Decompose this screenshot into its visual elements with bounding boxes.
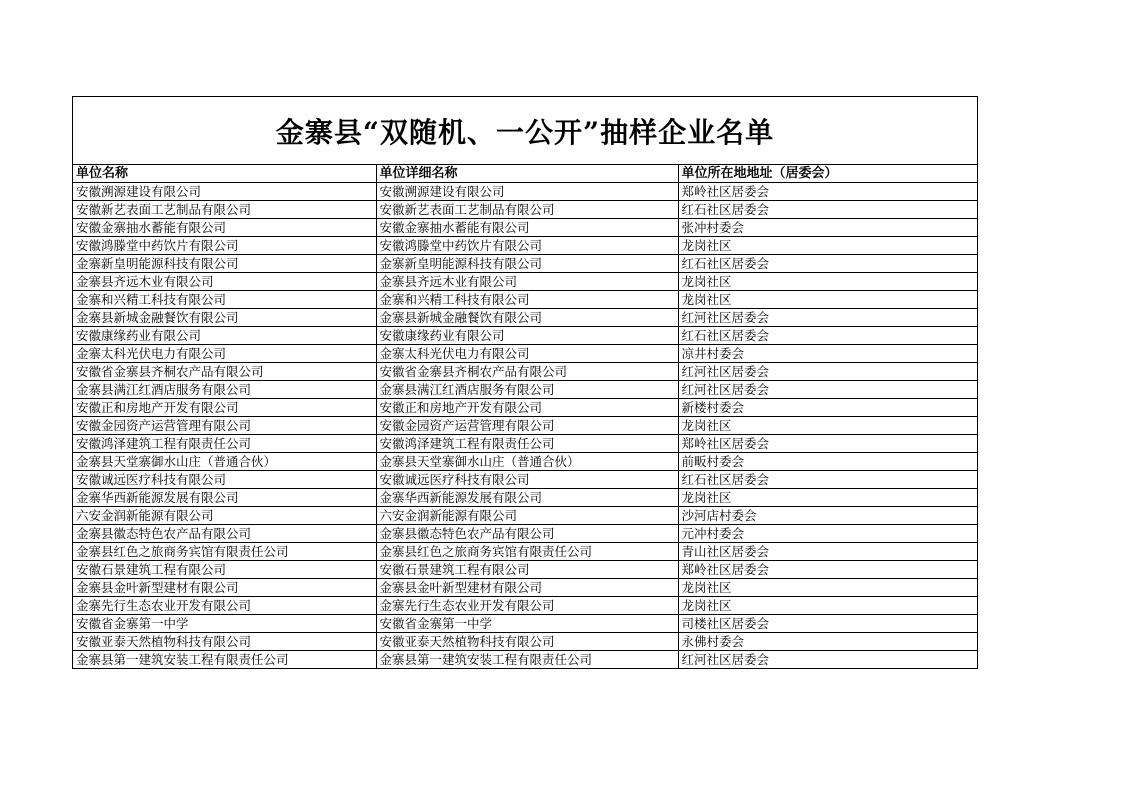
cell-unit-name: 金寨太科光伏电力有限公司 [73,345,376,363]
cell-unit-name: 金寨县新城金融餐饮有限公司 [73,309,376,327]
cell-unit-address: 龙岗社区 [678,237,977,255]
cell-unit-name: 金寨新皇明能源科技有限公司 [73,255,376,273]
table-body [73,183,977,669]
cell-unit-detail-name: 安徽亚泰天然植物科技有限公司 [376,633,678,651]
table-row [73,453,977,471]
cell-unit-detail-name: 安徽康缘药业有限公司 [376,327,678,345]
cell-unit-address: 永佛村委会 [678,633,977,651]
cell-unit-detail-name: 金寨县红色之旅商务宾馆有限责任公司 [376,543,678,561]
cell-unit-detail-name: 安徽溯源建设有限公司 [376,183,678,201]
table-row [73,273,977,291]
cell-unit-address: 红石社区居委会 [678,471,977,489]
cell-unit-detail-name: 安徽新艺表面工艺制品有限公司 [376,201,678,219]
cell-unit-name: 安徽金园资产运营管理有限公司 [73,417,376,435]
cell-unit-address: 龙岗社区 [678,273,977,291]
cell-unit-detail-name: 金寨华西新能源发展有限公司 [376,489,678,507]
enterprise-table [73,165,977,668]
cell-unit-address: 龙岗社区 [678,597,977,615]
table-row [73,615,977,633]
cell-unit-detail-name: 金寨新皇明能源科技有限公司 [376,255,678,273]
table-header-row [73,165,977,183]
cell-unit-address: 红河社区居委会 [678,381,977,399]
cell-unit-detail-name: 安徽省金寨第一中学 [376,615,678,633]
cell-unit-address: 红石社区居委会 [678,255,977,273]
table-row [73,633,977,651]
cell-unit-name: 六安金润新能源有限公司 [73,507,376,525]
cell-unit-name: 安徽石景建筑工程有限公司 [73,561,376,579]
cell-unit-detail-name: 金寨县第一建筑安装工程有限责任公司 [376,651,678,669]
table-row [73,471,977,489]
cell-unit-name: 安徽省金寨第一中学 [73,615,376,633]
table-row [73,345,977,363]
cell-unit-detail-name: 安徽诚远医疗科技有限公司 [376,471,678,489]
table-row [73,525,977,543]
cell-unit-detail-name: 金寨和兴精工科技有限公司 [376,291,678,309]
cell-unit-address: 郑岭社区居委会 [678,183,977,201]
cell-unit-detail-name: 安徽鸿滕堂中药饮片有限公司 [376,237,678,255]
cell-unit-detail-name: 金寨县新城金融餐饮有限公司 [376,309,678,327]
cell-unit-name: 安徽溯源建设有限公司 [73,183,376,201]
enterprise-list-sheet [72,96,978,669]
table-row [73,237,977,255]
table-row [73,399,977,417]
table-row [73,381,977,399]
cell-unit-name: 金寨县满江红酒店服务有限公司 [73,381,376,399]
cell-unit-name: 金寨先行生态农业开发有限公司 [73,597,376,615]
cell-unit-address: 前畈村委会 [678,453,977,471]
title-row [73,97,977,165]
cell-unit-name: 金寨县徽态特色农产品有限公司 [73,525,376,543]
cell-unit-address: 红河社区居委会 [681,652,770,667]
cell-unit-address: 司楼社区居委会 [678,615,977,633]
table-row [73,255,977,273]
cell-unit-detail-name: 六安金润新能源有限公司 [376,507,678,525]
cell-unit-detail-name: 金寨县满江红酒店服务有限公司 [376,381,678,399]
table-row [73,435,977,453]
table-row [73,327,977,345]
page-title: 金寨县“双随机、一公开”抽样企业名单 [275,115,775,149]
cell-unit-detail-name: 金寨县徽态特色农产品有限公司 [376,525,678,543]
cell-unit-detail-name: 安徽金寨抽水蓄能有限公司 [376,219,678,237]
cell-unit-address: 元冲村委会 [678,525,977,543]
cell-unit-detail-name: 金寨县齐远木业有限公司 [376,273,678,291]
table-row [73,597,977,615]
cell-unit-detail-name: 金寨先行生态农业开发有限公司 [376,597,678,615]
cell-unit-detail-name: 安徽正和房地产开发有限公司 [376,399,678,417]
cell-unit-address: 龙岗社区 [678,489,977,507]
cell-unit-address: 新楼村委会 [678,399,977,417]
cell-unit-address: 红石社区居委会 [678,201,977,219]
cell-unit-detail-name: 安徽石景建筑工程有限公司 [376,561,678,579]
cell-unit-name: 金寨县天堂寨御水山庄（普通合伙） [73,453,376,471]
cell-unit-detail-name: 金寨县天堂寨御水山庄（普通合伙） [376,453,678,471]
cell-unit-name: 安徽省金寨县齐桐农产品有限公司 [73,363,376,381]
cell-unit-name: 安徽新艺表面工艺制品有限公司 [73,201,376,219]
table-row [73,507,977,525]
cell-unit-address: 张冲村委会 [678,219,977,237]
cell-unit-name: 金寨县红色之旅商务宾馆有限责任公司 [73,543,376,561]
cell-unit-name: 金寨县金叶新型建材有限公司 [73,579,376,597]
column-header-unit-address: 单位所在地地址（居委会） [678,165,977,183]
table-row [73,183,977,201]
cell-unit-name: 安徽康缘药业有限公司 [73,327,376,345]
cell-unit-name: 安徽诚远医疗科技有限公司 [73,471,376,489]
cell-unit-address: 郑岭社区居委会 [678,435,977,453]
cell-unit-name: 安徽鸿泽建筑工程有限责任公司 [73,435,376,453]
cell-unit-address: 龙岗社区 [678,417,977,435]
cell-unit-address: 龙岗社区 [678,579,977,597]
cell-unit-detail-name: 安徽省金寨县齐桐农产品有限公司 [376,363,678,381]
cell-unit-address: 青山社区居委会 [678,543,977,561]
cell-unit-name: 安徽正和房地产开发有限公司 [73,399,376,417]
cell-unit-address: 沙河店村委会 [678,507,977,525]
cell-unit-name: 安徽金寨抽水蓄能有限公司 [73,219,376,237]
cell-unit-detail-name: 安徽鸿泽建筑工程有限责任公司 [376,435,678,453]
cell-unit-name: 金寨县齐远木业有限公司 [73,273,376,291]
cell-unit-address: 红石社区居委会 [678,327,977,345]
table-row [73,489,977,507]
cell-unit-address: 郑岭社区居委会 [678,561,977,579]
table-row [73,579,977,597]
cell-unit-detail-name: 金寨太科光伏电力有限公司 [376,345,678,363]
table-row [73,219,977,237]
cell-unit-name: 安徽鸿滕堂中药饮片有限公司 [73,237,376,255]
cell-unit-detail-name: 金寨县金叶新型建材有限公司 [376,579,678,597]
cell-unit-address: 凉井村委会 [678,345,977,363]
cell-unit-name: 安徽亚泰天然植物科技有限公司 [73,633,376,651]
cell-unit-address: 红河社区居委会 [678,309,977,327]
table-row [73,561,977,579]
table-row [73,417,977,435]
cell-unit-address: 红河社区居委会 [678,363,977,381]
column-header-unit-name: 单位名称 [73,165,376,183]
cell-unit-address: 龙岗社区 [678,291,977,309]
table-row [73,651,977,669]
column-header-unit-detail-name: 单位详细名称 [376,165,678,183]
cell-unit-name: 金寨县第一建筑安装工程有限责任公司 [73,651,376,669]
table-row [73,291,977,309]
table-row [73,201,977,219]
table-row [73,363,977,381]
cell-unit-name: 金寨和兴精工科技有限公司 [73,291,376,309]
table-row [73,543,977,561]
cell-unit-detail-name: 安徽金园资产运营管理有限公司 [376,417,678,435]
table-row [73,309,977,327]
cell-unit-name: 金寨华西新能源发展有限公司 [73,489,376,507]
